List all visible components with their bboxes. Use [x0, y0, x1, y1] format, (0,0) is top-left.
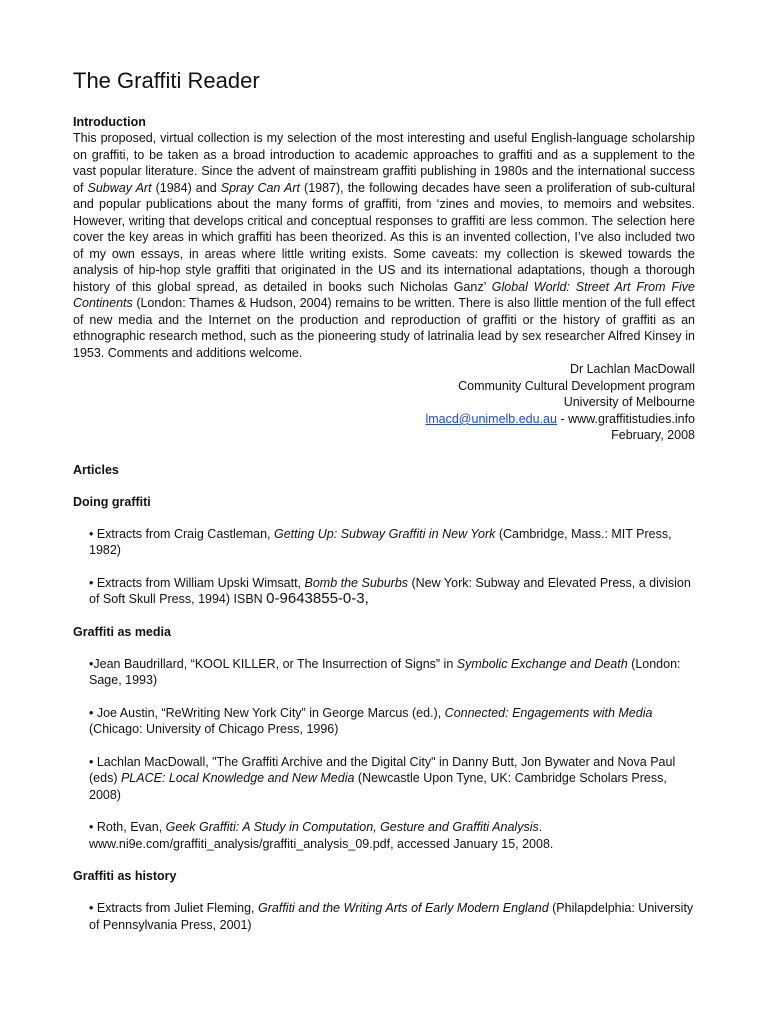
- list-item: [73, 705, 695, 738]
- entry-title: Bomb the Suburbs: [304, 575, 409, 590]
- section-heading-doing-graffiti: Doing graffiti: [73, 494, 151, 509]
- page-title: The Graffiti Reader: [73, 68, 260, 93]
- list-item: [73, 656, 695, 689]
- intro-book-global-world: Global World: Street Art From Five Continents: [73, 279, 696, 311]
- isbn-number: 0-9643855-0-3,: [266, 590, 369, 608]
- entry-text: • Extracts from Juliet Fleming,: [89, 901, 259, 916]
- list-item: [73, 754, 695, 804]
- list-item: [73, 819, 695, 852]
- intro-text-3: (1987), the following decades have seen a proliferation of sub-cultural and popular publications about the many forms of graffiti, from ‘zines and movies, to memoirs and websites. However, writing that develops critical and conceptual responses to graffiti are less common. The selection here cover the key areas in which graffiti has been theorized. As this is an invented collection, I’ve also included two of my own essays, in areas where little writing exists. Some caveats: my collection is skewed towards the analysis of hip-hop style graffiti that originated in the US and its international adaptations, though a thorough history of this global spread, as detailed in books such Nicholas Ganz’: [73, 180, 696, 294]
- document-page: [73, 68, 695, 933]
- entry-title: Getting Up: Subway Graffiti in New York: [273, 526, 496, 541]
- signature-date: February, 2008: [611, 428, 695, 443]
- entry-text: • Extracts from William Upski Wimsatt,: [89, 575, 305, 590]
- entry-text: . www.ni9e.com/graffiti_analysis/graffiti_analysis_09.pdf, accessed January 15, 2008.: [89, 820, 554, 851]
- intro-text-4: (London: Thames & Hudson, 2004) remains to be written. There is also llittle mention of the full effect of new media and the Internet on the production and reproduction of graffiti or the history of graffiti as an ethnographic research method, such as the pioneering study of latrinalia lead by sex researcher Alfred Kinsey in 1953. Comments and additions welcome.: [73, 296, 695, 360]
- section-heading-graffiti-as-history: Graffiti as history: [73, 869, 177, 884]
- signature-university: University of Melbourne: [563, 395, 695, 410]
- entry-text: (Chicago: University of Chicago Press, 1996): [89, 722, 339, 737]
- list-item: [73, 900, 695, 933]
- entry-text: (Newcastle Upon Tyne, UK: Cambridge Scholars Press, 2008): [89, 771, 667, 802]
- entry-text: • Lachlan MacDowall, "The Graffiti Archive and the Digital City" in Danny Butt, Jon Bywater and Nova Paul (eds): [89, 754, 676, 786]
- entry-title: Connected: Engagements with Media: [444, 705, 653, 720]
- entry-title: Symbolic Exchange and Death: [456, 656, 628, 671]
- intro-text-2: (1984) and: [151, 180, 221, 195]
- entry-text: (Cambridge, Mass.: MIT Press, 1982): [89, 526, 672, 558]
- entry-title: Geek Graffiti: A Study in Computation, Gesture and Graffiti Analysis: [165, 820, 539, 835]
- section-heading-graffiti-as-media: Graffiti as media: [73, 624, 171, 639]
- email-link[interactable]: lmacd@unimelb.edu.au: [425, 411, 557, 426]
- entry-title: PLACE: Local Knowledge and New Media: [120, 771, 355, 786]
- list-item: [73, 575, 695, 608]
- entry-text: •Jean Baudrillard, “KOOL KILLER, or The Insurrection of Signs” in: [89, 656, 457, 671]
- entry-text: • Roth, Evan,: [89, 820, 166, 835]
- entry-text: (New York: Subway and Elevated Press, a division of Soft Skull Press, 1994) ISBN: [89, 575, 691, 607]
- signature-name: Dr Lachlan MacDowall: [569, 362, 695, 377]
- website-text: - www.graffitistudies.info: [556, 411, 695, 426]
- articles-heading: Articles: [73, 462, 119, 477]
- intro-text-1: This proposed, virtual collection is my selection of the most interesting and useful English-language scholarship on graffiti, to be taken as a broad introduction to academic approaches to graffiti and as a supplement to the vast popular literature. Since the advent of mainstream graffiti publishing in 1980s and the international success of: [73, 131, 695, 195]
- entry-text: (Philapdelphia: University of Pennsylvania Press, 2001): [89, 901, 694, 932]
- signature-program: Community Cultural Development program: [458, 378, 695, 393]
- intro-book-subway-art: Subway Art: [87, 180, 152, 195]
- intro-paragraph: [73, 130, 695, 361]
- entry-text: • Extracts from Craig Castleman,: [89, 526, 274, 541]
- entry-text: • Joe Austin, “ReWriting New York City” in George Marcus (ed.),: [89, 705, 445, 720]
- intro-book-spray-can-art: Spray Can Art: [220, 180, 300, 195]
- signature-contact: [73, 411, 695, 428]
- entry-text: (London: Sage, 1993): [89, 656, 681, 688]
- intro-heading: Introduction: [73, 115, 146, 130]
- list-item: [73, 526, 695, 559]
- signature-block: [73, 361, 695, 444]
- entry-title: Graffiti and the Writing Arts of Early Modern England: [258, 901, 549, 916]
